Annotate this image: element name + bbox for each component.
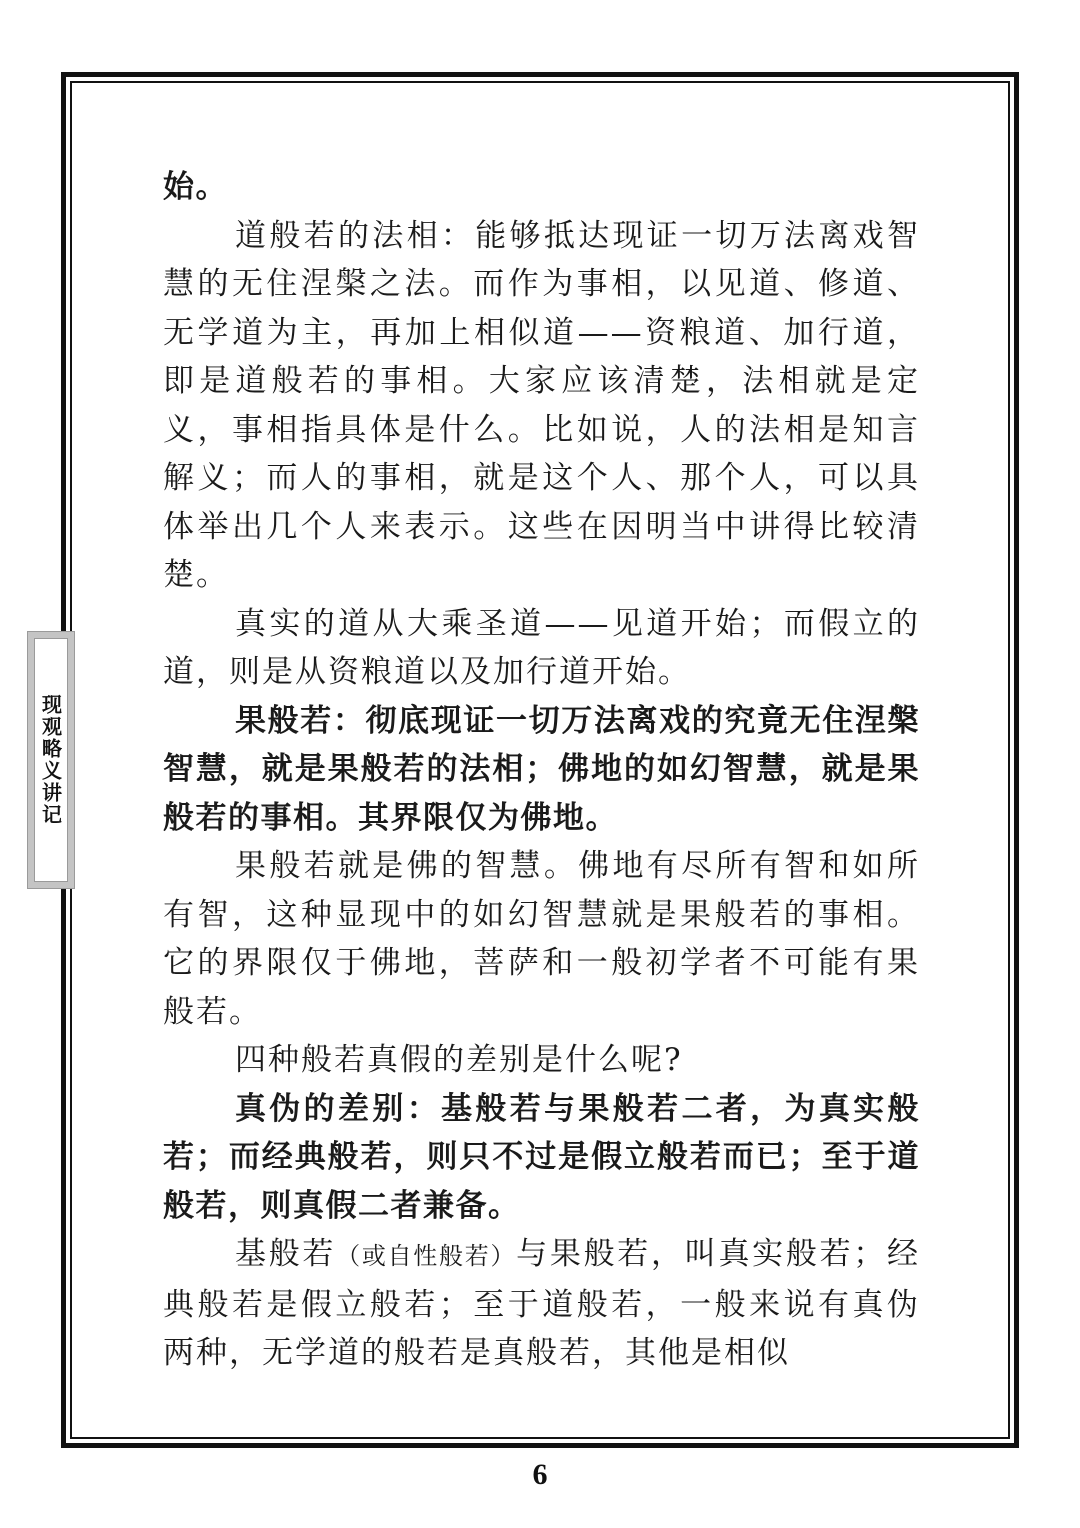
paragraph-6: 四种般若真假的差别是什么呢? (235, 1042, 683, 1078)
paragraph-4-bold: 果般若：彻底现证一切万法离戏的究竟无住涅槃智慧，就是果般若的法相；佛地的如幻智慧，就是果般若的事相。其界限仅为佛地。 (163, 702, 920, 836)
side-tab (28, 632, 74, 888)
paragraph-5: 果般若就是佛的智慧。佛地有尽所有智和如所有智，这种显现中的如幻智慧就是果般若的事相。它的界限仅于佛地，菩萨和一般初学者不可能有果般若。 (163, 848, 920, 1030)
side-tab-title: 现观略义讲记 (38, 694, 63, 826)
paragraph-3: 真实的道从大乘圣道——见道开始；而假立的道，则是从资粮道以及加行道开始。 (163, 605, 920, 690)
paragraph-7-bold: 真伪的差别：基般若与果般若二者，为真实般若；而经典般若，则只不过是假立般若而已；至于道般若，则真假二者兼备。 (163, 1090, 920, 1224)
page-number: 6 (532, 1458, 548, 1491)
paragraph-8-rest: 与果般若，叫真实般若；经典般若是假立般若；至于道般若，一般来说有真伪两种，无学道的般若是真般若，其他是相似 (163, 1236, 921, 1371)
paragraph-8-note: （或自性般若） (336, 1242, 517, 1270)
paragraph-1: 始。 (163, 169, 228, 205)
paragraph-8 (163, 1230, 920, 1378)
paragraph-8-start: 基般若 (235, 1236, 337, 1272)
page-body (163, 163, 920, 1378)
paragraph-2: 道般若的法相：能够抵达现证一切万法离戏智慧的无住涅槃之法。而作为事相，以见道、修道、无学道为主，再加上相似道——资粮道、加行道，即是道般若的事相。大家应该清楚，法相就是定义，事相指具体是什么。比如说，人的法相是知言解义；而人的事相，就是这个人、那个人，可以具体举出几个人来表示。这些在因明当中讲得比较清楚。 (163, 217, 920, 593)
